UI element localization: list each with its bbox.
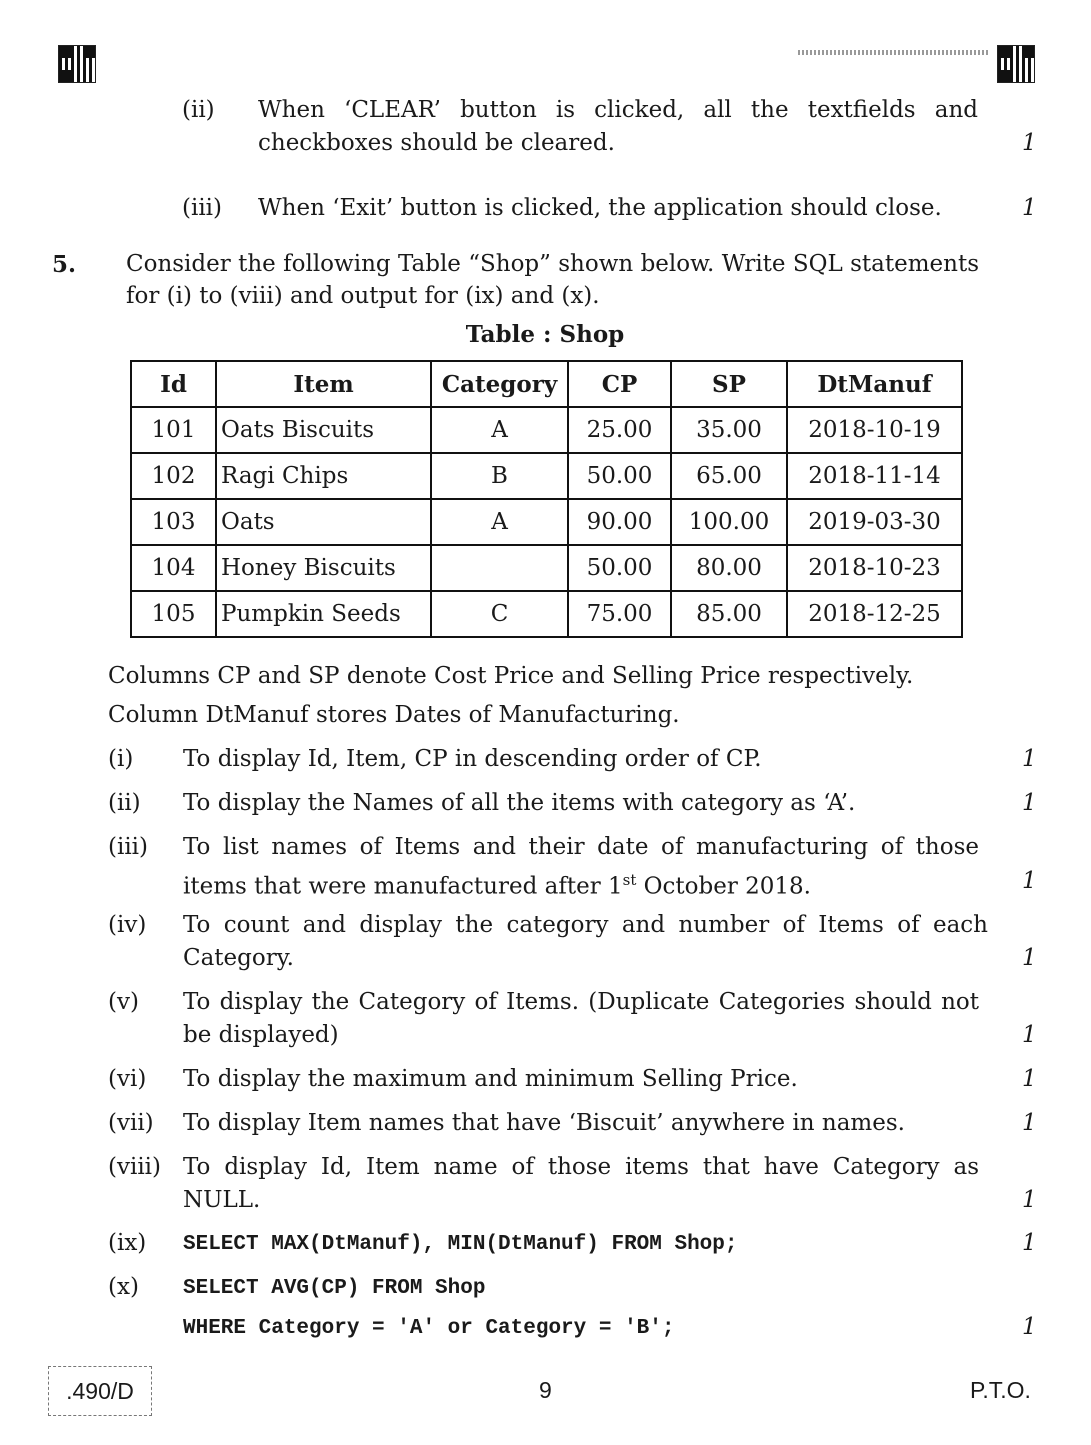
table-row [131,407,962,453]
cell-sp: 80.00 [671,545,787,591]
part-vi-text: To display the maximum and minimum Selling Price. [183,1066,798,1092]
note-cp-sp: Columns CP and SP denote Cost Price and Selling Price respectively. [108,663,914,689]
q4-part-iii-text: When ‘Exit’ button is clicked, the application should close. [258,195,942,221]
q4-part-iii-marks: 1 [1022,195,1037,221]
part-i-text: To display Id, Item, CP in descending order of CP. [183,746,762,772]
column-header: CP [568,361,671,407]
column-header: Category [431,361,568,407]
cell-id: 103 [131,499,216,545]
column-header: Id [131,361,216,407]
table-row [131,499,962,545]
part-vi-num: (vi) [108,1066,147,1092]
part-x-marks: 1 [1022,1314,1037,1340]
cell-item: Oats [216,499,431,545]
part-vii-num: (vii) [108,1110,154,1136]
table-row [131,545,962,591]
q4-part-iii-num: (iii) [182,195,223,221]
shop-table [130,360,963,638]
cell-dtmanuf: 2018-10-23 [787,545,962,591]
part-i-marks: 1 [1022,746,1037,772]
part-ix-marks: 1 [1022,1230,1037,1256]
column-header: Item [216,361,431,407]
table-row [131,591,962,637]
part-vii-text: To display Item names that have ‘Biscuit’ anywhere in names. [183,1110,905,1136]
cell-dtmanuf: 2018-12-25 [787,591,962,637]
part-v-text: To display the Category of Items. (Duplicate Categories should not be displayed) [183,989,979,1048]
q4-part-ii-text: When ‘CLEAR’ button is clicked, all the textfields and checkboxes should be cleared. [258,97,978,156]
part-v-num: (v) [108,989,139,1015]
cell-id: 102 [131,453,216,499]
part-iii-text [183,831,979,904]
part-vii-marks: 1 [1022,1110,1037,1136]
cell-dtmanuf: 2018-10-19 [787,407,962,453]
q5-number: 5. [52,251,77,278]
cell-dtmanuf: 2018-11-14 [787,453,962,499]
q4-part-ii-marks: 1 [1022,130,1037,156]
part-iii-text-main: To list names of Items and their date of manufacturing of those items that were manufactured after 1 [183,834,979,900]
cell-category: C [431,591,568,637]
cell-cp: 90.00 [568,499,671,545]
part-i-num: (i) [108,746,134,772]
note-dtmanuf: Column DtManuf stores Dates of Manufacturing. [108,702,680,728]
qr-code-right-icon [997,45,1035,83]
column-header: DtManuf [787,361,962,407]
q4-part-ii-num: (ii) [182,97,215,123]
cell-id: 104 [131,545,216,591]
cell-sp: 100.00 [671,499,787,545]
cell-item: Ragi Chips [216,453,431,499]
table-header-row [131,361,962,407]
column-header: SP [671,361,787,407]
pto-label: P.T.O. [970,1377,1031,1403]
part-iv-num: (iv) [108,912,147,938]
part-iv-marks: 1 [1022,945,1037,971]
part-iii-text-end: October 2018. [636,873,811,900]
part-iii-num: (iii) [108,834,149,860]
header-microtext [798,50,988,55]
part-ii-text: To display the Names of all the items with category as ‘A’. [183,790,856,816]
page-number: 9 [539,1377,552,1403]
cell-id: 105 [131,591,216,637]
part-viii-num: (viii) [108,1154,162,1180]
part-ii-num: (ii) [108,790,141,816]
part-ix-num: (ix) [108,1230,147,1256]
part-x-num: (x) [108,1274,139,1300]
part-x-code-line2: WHERE Category = 'A' or Category = 'B'; [183,1317,675,1340]
cell-category: A [431,499,568,545]
cell-category [431,545,568,591]
part-viii-text: To display Id, Item name of those items that have Category as NULL. [183,1154,979,1213]
part-v-marks: 1 [1022,1022,1037,1048]
cell-category: B [431,453,568,499]
part-vi-marks: 1 [1022,1066,1037,1092]
cell-cp: 25.00 [568,407,671,453]
cell-item: Honey Biscuits [216,545,431,591]
cell-sp: 65.00 [671,453,787,499]
cell-sp: 35.00 [671,407,787,453]
part-ii-marks: 1 [1022,790,1037,816]
q5-intro: Consider the following Table “Shop” shown below. Write SQL statements for (i) to (viii) and output for (ix) and (x). [126,251,979,309]
cell-category: A [431,407,568,453]
part-iii-marks: 1 [1022,868,1037,894]
cell-dtmanuf: 2019-03-30 [787,499,962,545]
cell-cp: 75.00 [568,591,671,637]
table-row [131,453,962,499]
cell-sp: 85.00 [671,591,787,637]
cell-cp: 50.00 [568,545,671,591]
qr-code-left-icon [58,45,96,83]
part-x-code-line1: SELECT AVG(CP) FROM Shop [183,1277,486,1300]
part-iv-text: To count and display the category and number of Items of each Category. [183,912,988,971]
part-ix-code: SELECT MAX(DtManuf), MIN(DtManuf) FROM Shop; [183,1233,738,1256]
table-title: Table : Shop [465,321,625,348]
part-iii-superscript: st [622,871,637,889]
paper-code: .490/D [48,1366,152,1416]
cell-item: Pumpkin Seeds [216,591,431,637]
cell-id: 101 [131,407,216,453]
part-viii-marks: 1 [1022,1187,1037,1213]
cell-item: Oats Biscuits [216,407,431,453]
cell-cp: 50.00 [568,453,671,499]
